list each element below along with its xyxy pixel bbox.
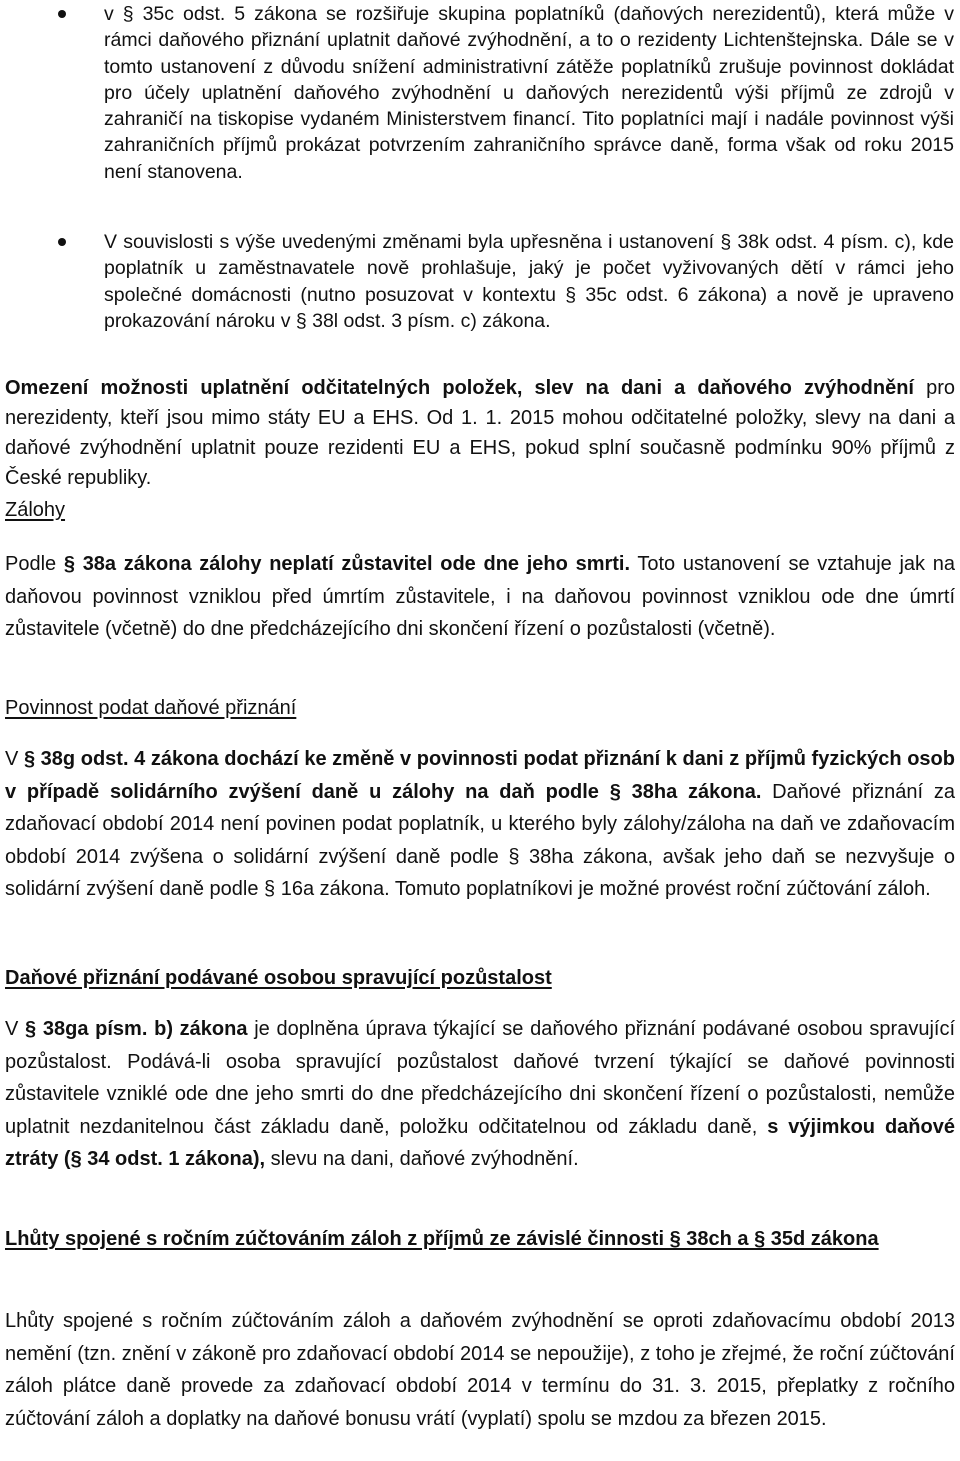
pozustalost-prefix: V [5,1018,26,1040]
pozustalost-text: je doplněna úprava týkající se daňového přiznání podávané osobou spravující pozůstalost. Podává-li osoba spravující pozůstalost daňové tvrzení týkající se daňové povinnosti zůstavitele vzniklé ode dne jeho smrti do dne předcházejícího dni skončení řízení o pozůstalosti, nemůže uplatnit nezdanitelnou část základu daně, položku odčitatelnou od základu daně, [5,1018,955,1138]
zalohy-text: Toto ustanovení se vztahuje jak na daňovou povinnost vzniklou před úmrtím zůstavitele, i na daňovou povinnost vzniklou ode dne úmrtí zůstavitele (včetně) do dne předcházejícího dni skončení řízení o pozůstalosti (včetně). [5,553,955,640]
pozustalost-bold-2: s výjimkou daňové ztráty (§ 34 odst. 1 zákona), [5,1115,955,1170]
povinnost-bold: § 38g odst. 4 zákona dochází ke změně v povinnosti podat přiznání k dani z příjmů fyzických osob v případě solidárního zvýšení daně u zálohy na daň podle § 38ha zákona. [5,748,955,803]
lhuty-paragraph: Lhůty spojené s ročním zúčtováním záloh a daňovém zvýhodnění se oproti zdaňovacímu období 2013 nemění (tzn. znění v zákoně pro zdaňovací období 2014 se nepoužije), z toho je zřejmé, že roční zúčtování záloh plátce daně provede za zdaňovací období 2014 v termínu do 31. 3. 2015, přeplatky z ročního zúčtování záloh a doplatky na daňové bonusu vrátí (vyplatí) spolu se mzdou za březen 2015. [5,1310,955,1430]
omezeni-paragraph [5,373,955,493]
povinnost-text: Daňové přiznání za zdaňovací období 2014 není povinen podat poplatník, u kterého byly zálohy/záloha na daň ve zdaňovacím období 2014 zvýšena o solidární zvýšení daně podle § 38ha zákona, avšak jeho daň se nezvyšuje o solidární zvýšení daně podle § 16a zákona. Tomuto poplatníkovi je možné provést roční zúčtování záloh. [5,780,955,900]
pozustalost-rest: slevu na dani, daňové zvýhodnění. [265,1148,579,1170]
omezeni-text: pro nerezidenty, kteří jsou mimo státy EU a EHS. Od 1. 1. 2015 mohou odčitatelné položky, slevy na dani a daňové zvýhodnění uplatnit pouze rezidenti EU a EHS, pokud splní současně podmínku 90% příjmů z České republiky. [5,377,955,489]
pozustalost-paragraph [5,1013,955,1176]
povinnost-paragraph [5,743,955,906]
zalohy-heading: Zálohy [5,499,66,521]
list-item [0,1,960,185]
pozustalost-heading: Daňové přiznání podávané osobou spravující pozůstalost [5,967,552,989]
bullet-text: V souvislosti s výše uvedenými změnami byla upřesněna i ustanovení § 38k odst. 4 písm. c), kde poplatník u zaměstnavatele nově prohlašuje, jaký je počet vyživovaných dětí v rámci jeho společné domácnosti (nutno posuzovat v kontextu § 35c odst. 6 zákona) a nově je upraveno prokazování nároku v § 38l odst. 3 písm. c) zákona. [104,231,954,332]
bullet-text: v § 35c odst. 5 zákona se rozšiřuje skupina poplatníků (daňových nerezidentů), která může v rámci daňového přiznání uplatnit daňové zvýhodnění, a to o rezidenty Lichtenštejnska. Dále se v tomto ustanovení z důvodu snížení administrativní zátěže poplatníků zrušuje povinnost dokládat pro účely uplatnění daňového zvýhodnění u daňových nerezidentů výši příjmů ze zdrojů v zahraničí na tiskopise vydaném Ministerstvem financí. Tito poplatníci mají i nadále povinnost výši zahraničních příjmů prokázat potvrzením zahraničního správce daně, forma však od roku 2015 není stanovena. [104,3,954,183]
zalohy-paragraph [5,548,955,646]
lhuty-heading: Lhůty spojené s ročním zúčtováním záloh z příjmů ze závislé činnosti § 38ch a § 35d zákona [5,1228,879,1250]
bullet-icon [58,238,66,246]
povinnost-prefix: V [5,748,24,770]
bullet-icon [58,10,66,18]
pozustalost-bold-1: § 38ga písm. b) zákona [25,1018,248,1040]
list-item [0,229,960,334]
omezeni-bold: Omezení možnosti uplatnění odčitatelných položek, slev na dani a daňového zvýhodnění [5,377,914,399]
zalohy-bold: § 38a zákona zálohy neplatí zůstavitel ode dne jeho smrti. [63,553,631,575]
zalohy-prefix: Podle [5,553,64,575]
povinnost-heading: Povinnost podat daňové přiznání [5,697,297,719]
